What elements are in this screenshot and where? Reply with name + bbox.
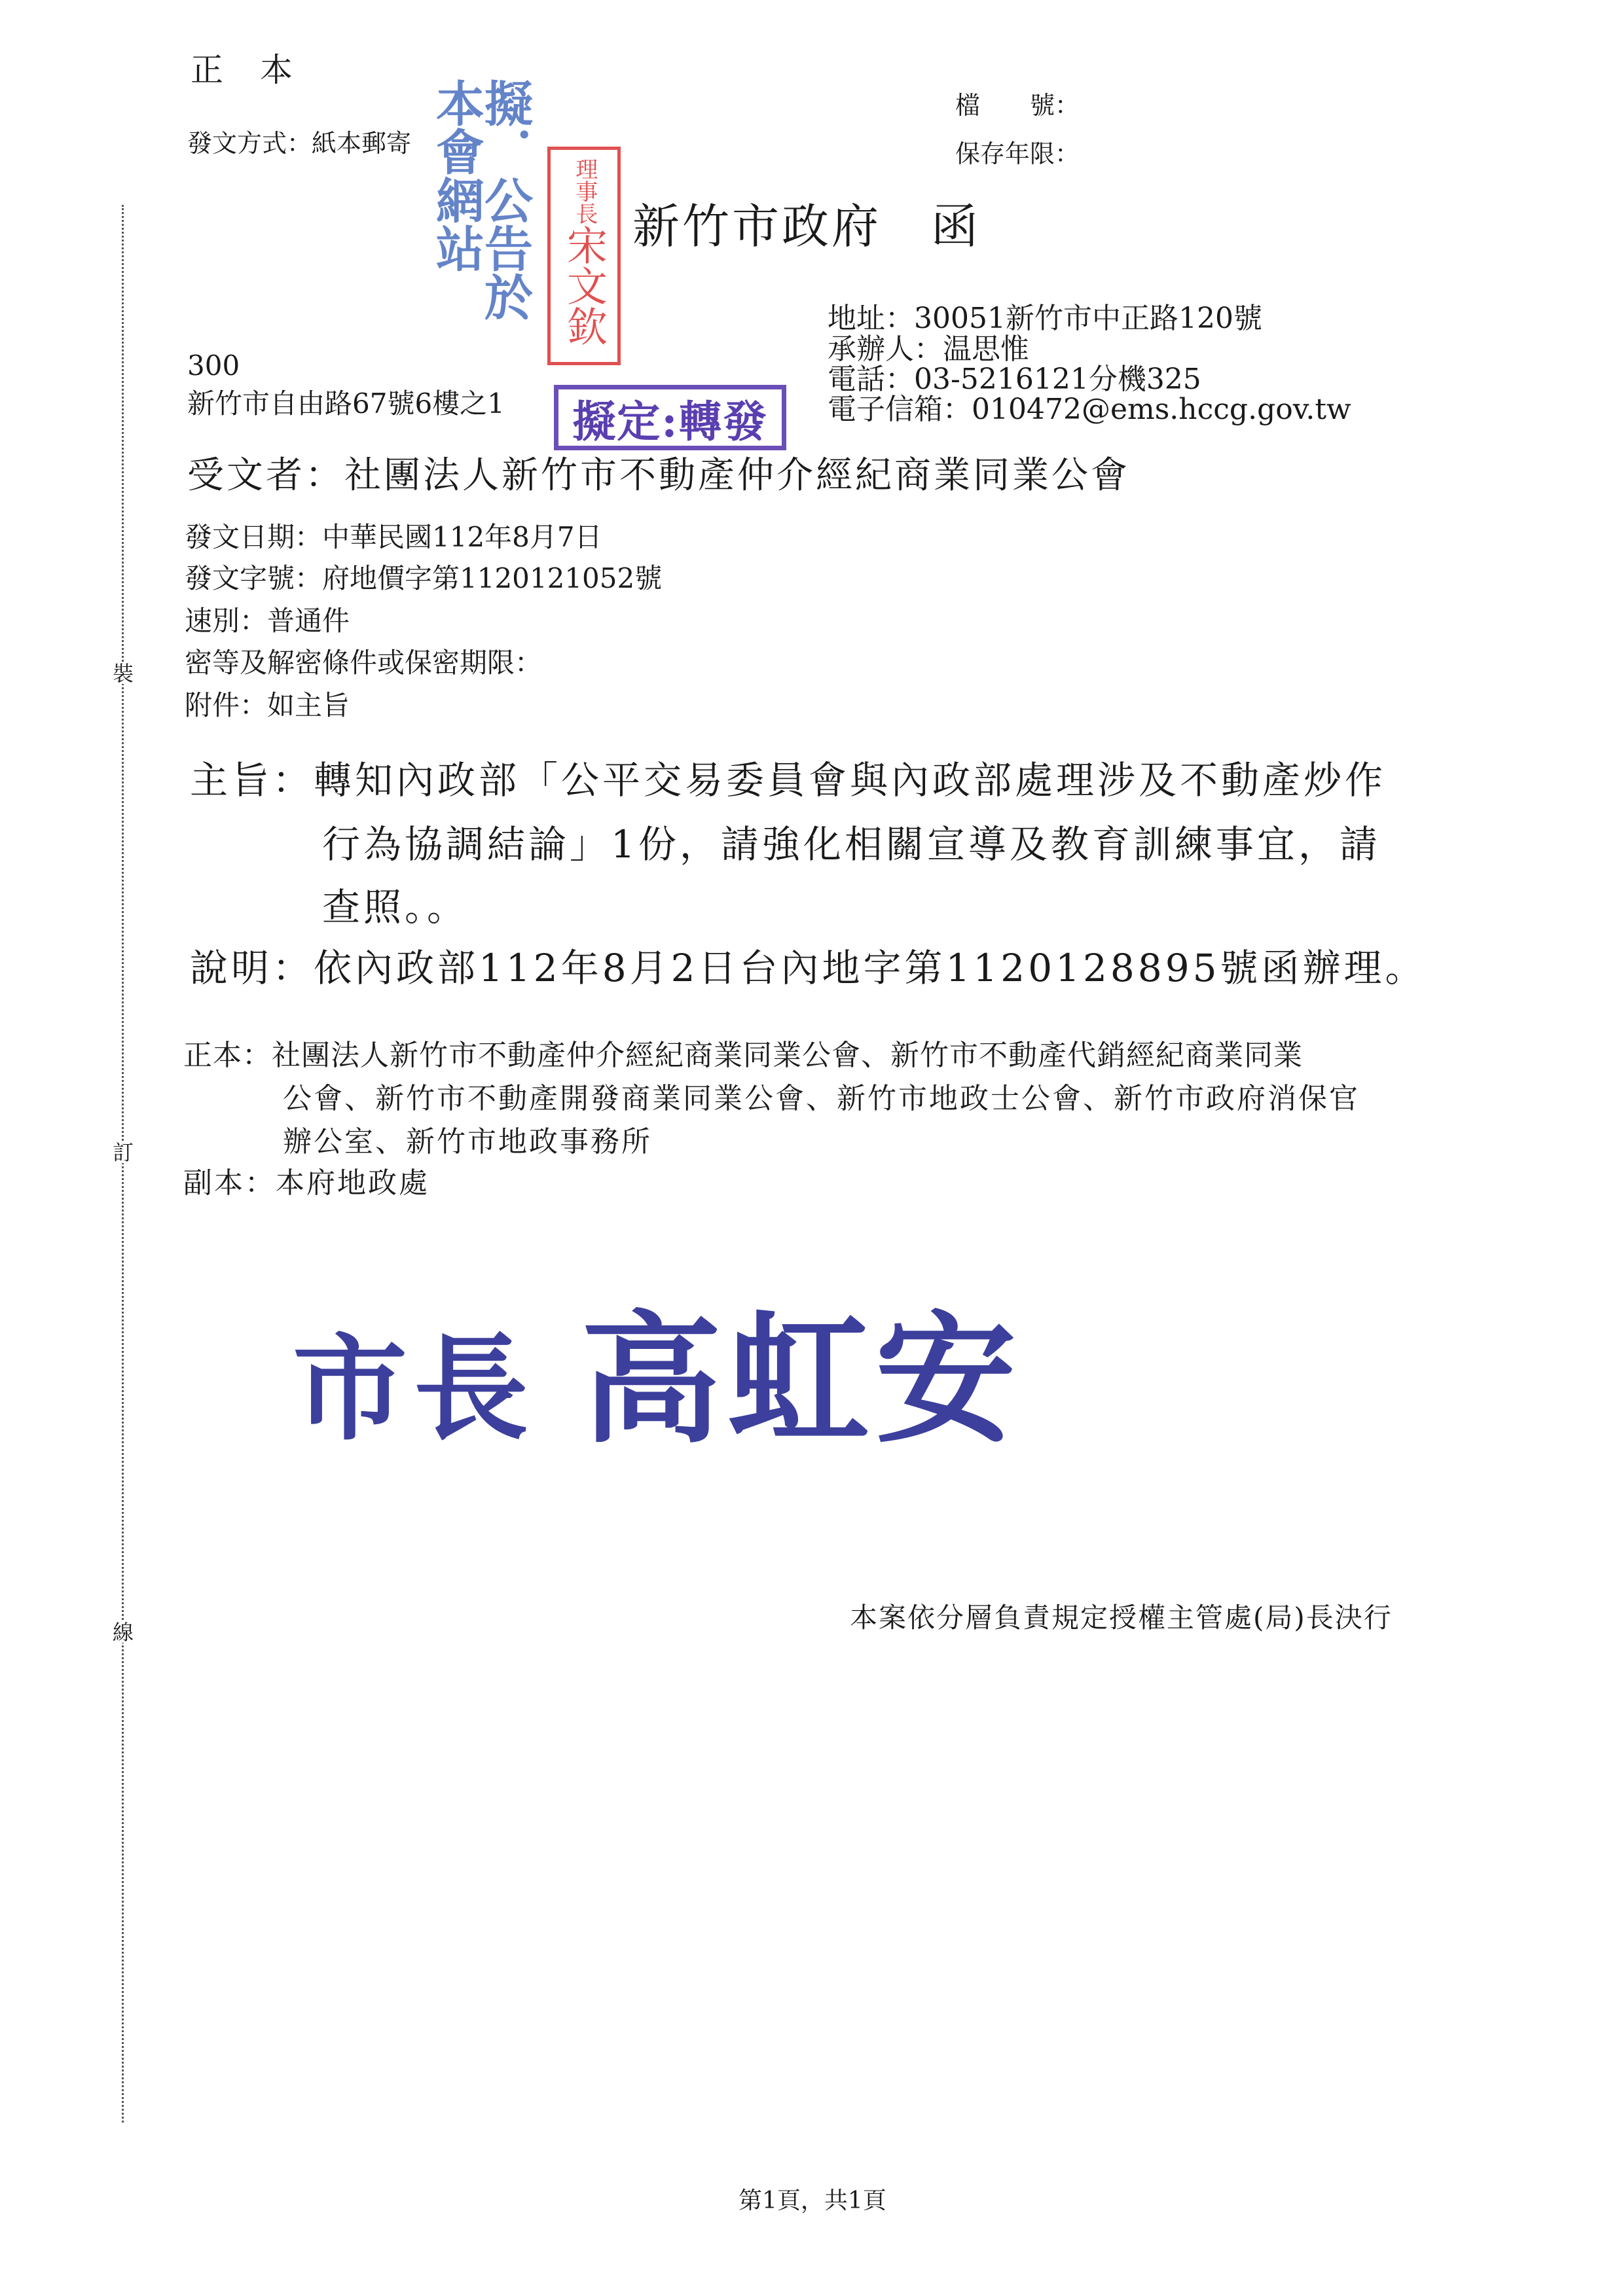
copy-type: 正 本 bbox=[191, 51, 306, 89]
original-recipients-line-3: 辦公室、新竹市地政事務所 bbox=[283, 1125, 652, 1158]
seal-title: 理事長 bbox=[571, 158, 598, 224]
secrecy-level: 密等及解密條件或保密期限： bbox=[185, 647, 543, 679]
seal-name: 宋文欽 bbox=[560, 224, 608, 346]
original-recipients-line-2: 公會、新竹市不動產開發商業同業公會、新竹市地政士公會、新竹市政府消保官 bbox=[283, 1082, 1360, 1115]
copy-recipients: 副本：本府地政處 bbox=[183, 1166, 429, 1200]
chairman-seal bbox=[547, 147, 621, 365]
recipient-street: 新竹市自由路67號6樓之1 bbox=[187, 387, 505, 420]
subject-line-1: 主旨：轉知內政部「公平交易委員會與內政部處理涉及不動產炒作 bbox=[190, 758, 1387, 802]
binding-mark-ding: 訂 bbox=[113, 1140, 134, 1165]
page-info: 第1頁，共1頁 bbox=[739, 2187, 886, 2214]
contact-address: 地址：30051新竹市中正路120號 bbox=[828, 302, 1262, 335]
subject-line-2: 行為協調結論」1份，請強化相關宣導及教育訓練事宜，請 bbox=[322, 822, 1381, 867]
original-recipients-line-1: 正本：社團法人新竹市不動產仲介經紀商業同業公會、新竹市不動產代銷經紀商業同業 bbox=[183, 1039, 1303, 1072]
signature-name: 高虹安 bbox=[581, 1297, 1023, 1462]
recipient: 受文者：社團法人新竹市不動產仲介經紀商業同業公會 bbox=[187, 454, 1130, 497]
retention-label: 保存年限： bbox=[955, 139, 1080, 168]
recipient-postcode: 300 bbox=[187, 350, 240, 382]
authorization-note: 本案依分層負責規定授權主管處(局)長決行 bbox=[850, 1602, 1393, 1634]
announcement-stamp: 擬．公告於本會網站 bbox=[428, 79, 533, 321]
subject-line-3: 查照。。 bbox=[322, 885, 469, 929]
contact-phone: 電話：03-5216121分機325 bbox=[828, 363, 1201, 396]
binding-mark-xian: 線 bbox=[113, 1620, 134, 1645]
file-number-label: 檔 號： bbox=[955, 91, 1080, 120]
contact-handler: 承辦人：温思惟 bbox=[828, 332, 1029, 366]
explanation: 說明：依內政部112年8月2日台內地字第1120128895號函辦理。 bbox=[190, 946, 1427, 990]
attachment: 附件：如主旨 bbox=[185, 689, 350, 721]
send-method: 發文方式：紙本郵寄 bbox=[187, 129, 412, 158]
issue-date: 發文日期：中華民國112年8月7日 bbox=[185, 521, 602, 553]
document-title: 新竹市政府 函 bbox=[632, 199, 981, 254]
document-number: 發文字號：府地價字第1120121052號 bbox=[185, 562, 663, 594]
mayor-signature-stamp bbox=[293, 1297, 1023, 1462]
speed-class: 速別：普通件 bbox=[185, 605, 350, 637]
forward-stamp: 擬定:轉發 bbox=[554, 385, 786, 450]
binding-mark-zhuang: 裝 bbox=[113, 661, 134, 686]
contact-email: 電子信箱：010472@ems.hccg.gov.tw bbox=[828, 393, 1351, 426]
signature-title: 市長 bbox=[293, 1322, 535, 1456]
